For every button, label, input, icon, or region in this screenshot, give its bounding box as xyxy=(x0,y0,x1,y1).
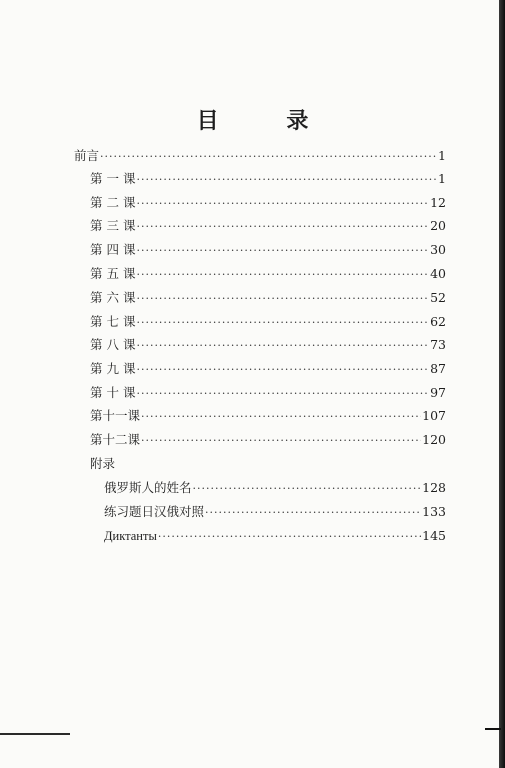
leader-dots xyxy=(136,267,429,283)
toc-section-label: 附录 xyxy=(90,456,116,471)
toc-entry-lesson-6[interactable] xyxy=(90,290,446,307)
toc-entry-page: 145 xyxy=(422,528,446,543)
leader-dots xyxy=(136,315,429,331)
toc-entry-preface[interactable] xyxy=(74,148,446,165)
toc-entry-label: 第 一 课 xyxy=(90,171,136,186)
leader-dots xyxy=(136,291,429,307)
toc-entry-label: 俄罗斯人的姓名 xyxy=(104,480,192,495)
toc-section-appendix[interactable] xyxy=(90,456,210,472)
leader-dots xyxy=(136,362,429,378)
toc-entry-lesson-3[interactable] xyxy=(90,218,446,235)
footer-rule xyxy=(0,733,70,735)
toc-entry-appendix-3[interactable] xyxy=(104,528,446,545)
toc-entry-lesson-11[interactable] xyxy=(90,408,446,425)
toc-entry-page: 97 xyxy=(430,385,446,400)
leader-dots xyxy=(136,219,429,235)
toc-entry-page: 87 xyxy=(430,361,446,376)
toc-entry-label: 第十一课 xyxy=(90,408,141,423)
toc-entry-appendix-2[interactable] xyxy=(104,504,446,521)
toc-entry-page: 1 xyxy=(438,148,446,163)
toc-entry-label: 第 五 课 xyxy=(90,266,136,281)
toc-entry-label: 第 六 课 xyxy=(90,290,136,305)
leader-dots xyxy=(136,386,429,402)
toc-entry-label: 第 九 课 xyxy=(90,361,136,376)
toc-entry-label: 第 八 课 xyxy=(90,337,136,352)
toc-entry-lesson-7[interactable] xyxy=(90,314,446,331)
toc-entry-page: 73 xyxy=(430,337,446,352)
toc-entry-label: 第 七 课 xyxy=(90,314,136,329)
toc-entry-lesson-4[interactable] xyxy=(90,242,446,259)
leader-dots xyxy=(136,243,429,259)
toc-entry-page: 20 xyxy=(430,218,446,233)
toc-entry-label: 第 二 课 xyxy=(90,195,136,210)
toc-entry-label: 第 四 课 xyxy=(90,242,136,257)
toc-entry-lesson-5[interactable] xyxy=(90,266,446,283)
toc-entry-page: 128 xyxy=(422,480,446,495)
leader-dots xyxy=(100,149,437,165)
toc-entry-lesson-1[interactable] xyxy=(90,171,446,188)
toc-entry-appendix-1[interactable] xyxy=(104,480,446,497)
leader-dots xyxy=(141,409,421,425)
toc-entry-page: 120 xyxy=(422,432,446,447)
page-title: 目 录 xyxy=(196,108,339,134)
leader-dots xyxy=(205,505,421,521)
spine-mark xyxy=(485,728,501,730)
leader-dots xyxy=(141,433,421,449)
toc-entry-lesson-10[interactable] xyxy=(90,385,446,402)
toc-entry-page: 30 xyxy=(430,242,446,257)
leader-dots xyxy=(136,338,429,354)
toc-entry-label: 第 十 课 xyxy=(90,385,136,400)
toc-entry-label: 练习题日汉俄对照 xyxy=(104,504,205,519)
leader-dots xyxy=(193,481,422,497)
toc-entry-label: 前言 xyxy=(74,148,100,163)
toc-entry-lesson-9[interactable] xyxy=(90,361,446,378)
toc-entry-label: Диктанты xyxy=(104,529,157,543)
leader-dots xyxy=(136,196,429,212)
leader-dots xyxy=(158,529,421,545)
toc-entry-page: 52 xyxy=(430,290,446,305)
toc-entry-page: 62 xyxy=(430,314,446,329)
toc-entry-page: 40 xyxy=(430,266,446,281)
toc-entry-page: 1 xyxy=(438,171,446,186)
toc-entry-page: 107 xyxy=(422,408,446,423)
toc-entry-page: 133 xyxy=(422,504,446,519)
leader-dots xyxy=(136,172,437,188)
toc-entry-lesson-8[interactable] xyxy=(90,337,446,354)
toc-entry-label: 第 三 课 xyxy=(90,218,136,233)
toc-entry-page: 12 xyxy=(430,195,446,210)
toc-entry-label: 第十二课 xyxy=(90,432,141,447)
toc-entry-lesson-12[interactable] xyxy=(90,432,446,449)
toc-entry-lesson-2[interactable] xyxy=(90,195,446,212)
